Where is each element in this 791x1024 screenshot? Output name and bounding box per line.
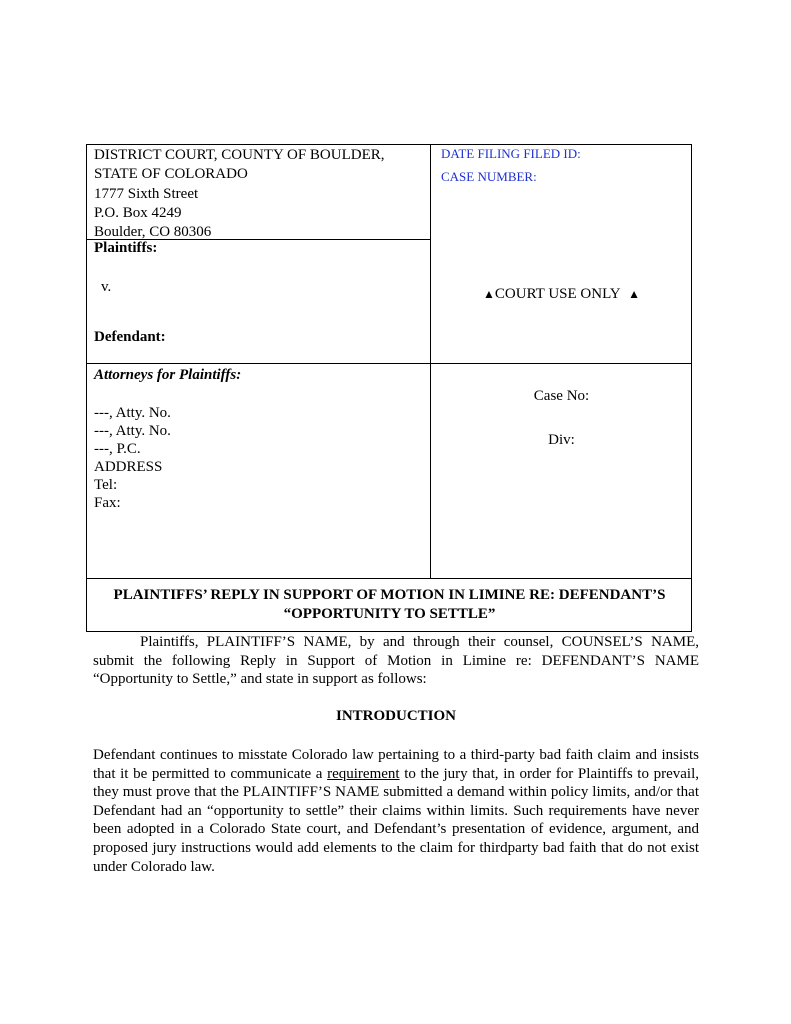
court-name-line: DISTRICT COURT, COUNTY OF BOULDER, — [94, 147, 385, 163]
underlined-term: requirement — [327, 765, 400, 782]
attorney-line: ---, Atty. No. — [94, 423, 171, 439]
document-title — [87, 579, 692, 631]
section-heading: INTRODUCTION — [335, 708, 456, 724]
versus-label: v. — [101, 279, 112, 295]
case-no-label: Case No: — [533, 388, 590, 404]
court-city-line: Boulder, CO 80306 — [94, 224, 212, 241]
introduction-paragraph — [93, 746, 699, 876]
parties-block — [87, 240, 431, 364]
paragraph-text: to the jury that, in order for Plaintiffs to prevail, they must prove that the PLAINTIFF’S NAME submitted a demand within policy limits, and/or that Defendant had an “opportunity to settle” their claims within limits. Such requirements have never been adopted in a Colorado State court, and Defendant’s presentation of evidence, argument, and proposed jury instructions would add elements to the claim for thirdparty bad faith that do not exist under Colorado law. — [93, 765, 700, 875]
court-use-only — [431, 286, 692, 303]
attorney-line: ---, Atty. No. — [94, 405, 171, 421]
attorney-fax-line: Fax: — [94, 495, 121, 511]
triangle-up-icon: ▲ — [483, 287, 495, 301]
court-use-only-label: COURT USE ONLY — [494, 286, 621, 302]
date-filing-label: DATE FILING FILED ID: — [441, 146, 581, 161]
div-label: Div: — [548, 432, 575, 448]
court-street-line: 1777 Sixth Street — [94, 185, 199, 202]
defendant-label: Defendant: — [94, 329, 166, 345]
court-address-block — [87, 145, 431, 240]
attorneys-label: Attorneys for Plaintiffs: — [94, 367, 242, 383]
attorneys-block — [87, 364, 431, 579]
triangle-up-icon: ▲ — [628, 287, 640, 301]
attorney-line: ---, P.C. — [94, 441, 141, 457]
court-state-line: STATE OF COLORADO — [94, 166, 248, 183]
court-use-block — [431, 145, 692, 364]
paragraph-text: Defendant continues to misstate Colorado law pertaining to a third-party bad faith claim and insists that it be permitted to communicate a — [93, 747, 699, 782]
case-info-block — [431, 364, 692, 579]
attorney-address-line: ADDRESS — [94, 459, 163, 475]
court-pobox-line: P.O. Box 4249 — [94, 204, 182, 221]
attorney-tel-line: Tel: — [94, 477, 118, 493]
document-title-line1: PLAINTIFFS’ REPLY IN SUPPORT OF MOTION IN LIMINE RE: DEFENDANT’S — [113, 587, 666, 603]
case-caption — [86, 144, 692, 632]
case-number-label: CASE NUMBER: — [441, 169, 537, 184]
document-title-line2: “OPPORTUNITY TO SETTLE” — [283, 606, 496, 622]
plaintiffs-label: Plaintiffs: — [94, 240, 158, 256]
intro-paragraph: Plaintiffs, PLAINTIFF’S NAME, by and through their counsel, COUNSEL’S NAME, submit the following Reply in Support of Motion in Limine re: DEFENDANT’S NAME “Opportunity to Settle,” and state in support as follows: — [93, 634, 699, 688]
